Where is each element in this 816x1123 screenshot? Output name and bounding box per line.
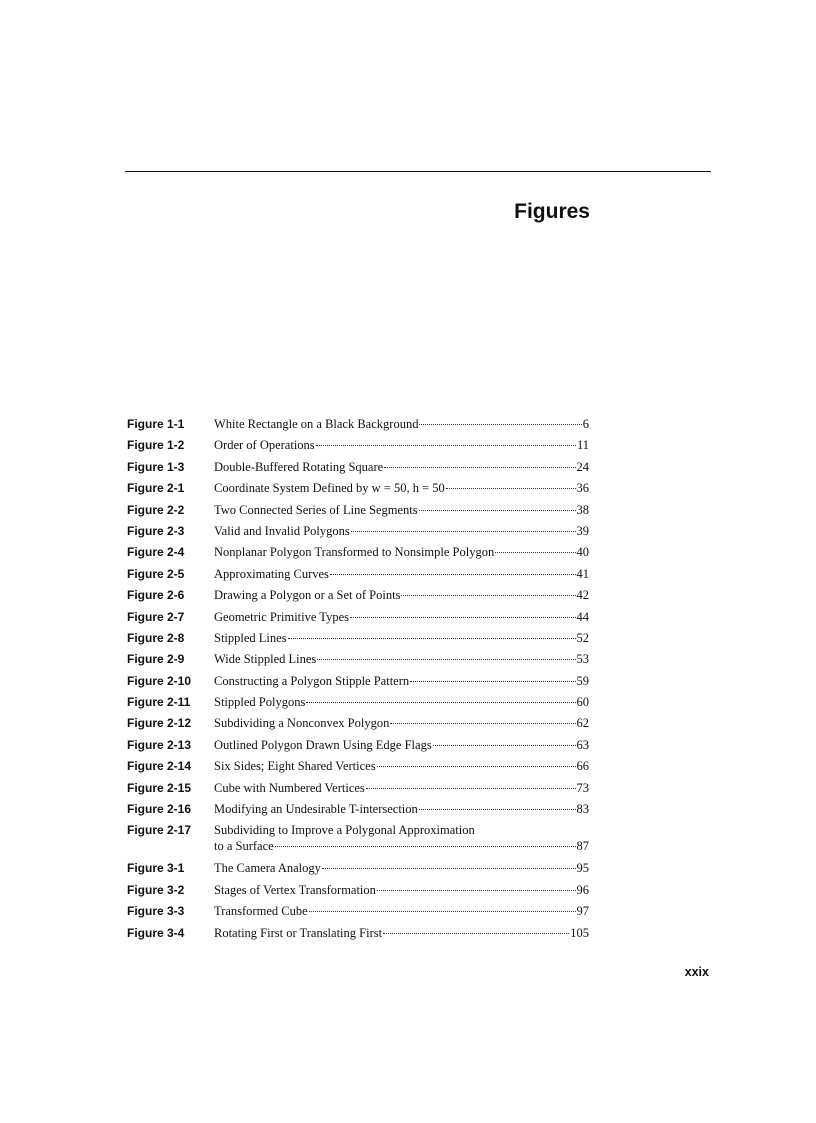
figure-leader-line <box>214 437 589 453</box>
dot-leader <box>384 467 575 468</box>
figure-title: Cube with Numbered Vertices <box>214 780 365 795</box>
figure-label: Figure 1-3 <box>127 459 185 474</box>
figure-leader-line <box>214 651 589 667</box>
figure-entry <box>214 737 589 753</box>
figure-title-line: Subdividing to Improve a Polygonal Approximation <box>214 823 475 838</box>
figure-leader-line <box>214 673 589 689</box>
figure-label: Figure 3-4 <box>127 925 185 940</box>
figure-label: Figure 1-2 <box>127 438 185 453</box>
list-item[interactable] <box>127 502 589 523</box>
figure-label: Figure 3-2 <box>127 882 185 897</box>
list-item[interactable] <box>127 822 589 860</box>
list-item[interactable] <box>127 630 589 651</box>
figure-page-number: 97 <box>576 904 589 919</box>
dot-leader <box>401 595 575 596</box>
figure-entry <box>214 903 589 919</box>
figure-page-number: 44 <box>576 609 589 624</box>
figure-title: Subdividing a Nonconvex Polygon <box>214 716 390 731</box>
list-item[interactable] <box>127 587 589 608</box>
figure-title: Stages of Vertex Transformation <box>214 882 376 897</box>
figure-leader-line <box>214 694 589 710</box>
list-item[interactable] <box>127 673 589 694</box>
list-item[interactable] <box>127 609 589 630</box>
figure-page-number: 60 <box>576 695 589 710</box>
figure-leader-line <box>214 737 589 753</box>
figure-label: Figure 2-11 <box>127 695 191 710</box>
figure-title: Coordinate System Defined by w = 50, h = 50 <box>214 481 445 496</box>
figure-page-number: 96 <box>576 882 589 897</box>
figure-title: Valid and Invalid Polygons <box>214 523 350 538</box>
figure-label: Figure 3-1 <box>127 861 185 876</box>
figure-label: Figure 2-16 <box>127 802 192 817</box>
figure-label: Figure 2-17 <box>127 823 192 838</box>
figure-page-number: 6 <box>582 417 589 431</box>
figure-leader-line <box>214 416 589 432</box>
figure-leader-line <box>214 630 589 646</box>
figure-page-number: 95 <box>576 861 589 876</box>
page-number: xxix <box>684 965 709 979</box>
figure-label: Figure 2-10 <box>127 673 192 688</box>
figure-label: Figure 2-8 <box>127 630 185 645</box>
figure-entry <box>214 416 589 432</box>
dot-leader <box>419 809 576 810</box>
list-item[interactable] <box>127 437 589 458</box>
list-item[interactable] <box>127 544 589 565</box>
dot-leader <box>377 890 576 891</box>
dot-leader <box>275 846 576 847</box>
list-item[interactable] <box>127 651 589 672</box>
dot-leader <box>446 488 576 489</box>
dot-leader <box>322 868 576 869</box>
figure-label: Figure 2-3 <box>127 523 185 538</box>
header-rule <box>125 171 711 172</box>
figure-label: Figure 2-6 <box>127 588 185 603</box>
list-item[interactable] <box>127 523 589 544</box>
figure-title: Two Connected Series of Line Segments <box>214 502 418 517</box>
list-item[interactable] <box>127 882 589 903</box>
figure-entry <box>214 822 589 854</box>
figure-label: Figure 2-15 <box>127 780 192 795</box>
dot-leader <box>366 788 576 789</box>
figure-page-number: 105 <box>570 925 589 940</box>
dot-leader <box>351 531 576 532</box>
figure-entry <box>214 502 589 518</box>
figure-label: Figure 2-12 <box>127 716 192 731</box>
dot-leader <box>288 638 576 639</box>
figure-label: Figure 2-2 <box>127 502 185 517</box>
figure-page-number: 59 <box>576 673 589 688</box>
figure-page-number: 87 <box>576 839 589 854</box>
figure-leader-line <box>214 609 589 625</box>
figure-label: Figure 2-4 <box>127 545 185 560</box>
figure-entry <box>214 459 589 475</box>
list-item[interactable] <box>127 758 589 779</box>
figure-leader-line <box>214 882 589 898</box>
figure-leader-line <box>214 925 589 941</box>
figures-list <box>127 416 589 946</box>
list-item[interactable] <box>127 780 589 801</box>
figure-leader-line <box>214 780 589 796</box>
figure-page-number: 40 <box>576 545 589 560</box>
figure-entry <box>214 544 589 560</box>
figure-entry <box>214 437 589 453</box>
figure-leader-line <box>214 566 589 582</box>
figure-title: Transformed Cube <box>214 904 308 919</box>
figure-entry <box>214 925 589 941</box>
figure-title: to a Surface <box>214 839 274 854</box>
figure-page-number: 42 <box>576 588 589 603</box>
figure-leader-line <box>214 587 589 603</box>
dot-leader <box>390 723 575 724</box>
figure-page-number: 38 <box>576 502 589 517</box>
figure-entry <box>214 673 589 689</box>
list-item[interactable] <box>127 566 589 587</box>
figure-title: Outlined Polygon Drawn Using Edge Flags <box>214 737 432 752</box>
figure-title: White Rectangle on a Black Background <box>214 417 419 431</box>
figure-title: Double-Buffered Rotating Square <box>214 459 384 474</box>
figure-page-number: 41 <box>576 566 589 581</box>
figure-title: Rotating First or Translating First <box>214 925 383 940</box>
figure-label: Figure 3-3 <box>127 904 185 919</box>
figure-title: Approximating Curves <box>214 566 329 581</box>
figure-entry <box>214 882 589 898</box>
figure-leader-line <box>214 715 589 731</box>
figure-title: The Camera Analogy <box>214 861 321 876</box>
list-item[interactable] <box>127 903 589 924</box>
figure-leader-line <box>214 860 589 876</box>
figure-page-number: 83 <box>576 802 589 817</box>
figure-page-number: 24 <box>576 459 589 474</box>
dot-leader <box>309 911 576 912</box>
figure-page-number: 36 <box>576 481 589 496</box>
dot-leader <box>317 659 575 660</box>
figure-entry <box>214 651 589 667</box>
dot-leader <box>433 745 576 746</box>
figure-leader-line <box>214 544 589 560</box>
list-item[interactable] <box>127 737 589 758</box>
figure-page-number: 11 <box>576 438 589 453</box>
figure-entry <box>214 715 589 731</box>
figure-leader-line <box>214 459 589 475</box>
figure-leader-line <box>214 838 589 854</box>
figure-page-number: 39 <box>576 523 589 538</box>
figure-entry <box>214 480 589 496</box>
figure-label: Figure 2-9 <box>127 652 185 667</box>
figure-entry <box>214 587 589 603</box>
figure-label: Figure 2-1 <box>127 481 185 496</box>
list-item[interactable] <box>127 416 589 437</box>
figure-entry <box>214 630 589 646</box>
figure-leader-line <box>214 801 589 817</box>
figure-page-number: 73 <box>576 780 589 795</box>
figure-entry <box>214 780 589 796</box>
figure-entry <box>214 523 589 539</box>
list-item[interactable] <box>127 459 589 480</box>
figure-label: Figure 2-13 <box>127 737 192 752</box>
figure-title: Modifying an Undesirable T-intersection <box>214 802 418 817</box>
dot-leader <box>306 702 575 703</box>
figure-leader-line <box>214 758 589 774</box>
list-item[interactable] <box>127 925 589 946</box>
list-item[interactable] <box>127 694 589 715</box>
figure-page-number: 53 <box>576 652 589 667</box>
figure-title: Constructing a Polygon Stipple Pattern <box>214 673 410 688</box>
dot-leader <box>495 552 575 553</box>
figure-leader-line <box>214 480 589 496</box>
list-item[interactable] <box>127 480 589 501</box>
figure-title: Nonplanar Polygon Transformed to Nonsimple Polygon <box>214 545 495 560</box>
figure-page-number: 66 <box>576 759 589 774</box>
figure-title: Stippled Polygons <box>214 695 306 710</box>
figure-label: Figure 2-14 <box>127 759 192 774</box>
figure-title: Wide Stippled Lines <box>214 652 317 667</box>
figure-entry <box>214 801 589 817</box>
figure-page-number: 63 <box>576 737 589 752</box>
figure-leader-line <box>214 502 589 518</box>
dot-leader <box>410 681 575 682</box>
dot-leader <box>377 766 576 767</box>
dot-leader <box>316 445 576 446</box>
figure-entry <box>214 609 589 625</box>
dot-leader <box>419 510 576 511</box>
figure-label: Figure 2-5 <box>127 566 185 581</box>
page-title: Figures <box>514 200 590 223</box>
figure-leader-line <box>214 903 589 919</box>
figure-entry <box>214 566 589 582</box>
figure-leader-line <box>214 523 589 539</box>
figure-entry <box>214 758 589 774</box>
figure-label: Figure 1-1 <box>127 417 185 431</box>
figure-label: Figure 2-7 <box>127 609 185 624</box>
figure-title: Drawing a Polygon or a Set of Points <box>214 588 401 603</box>
figure-title: Stippled Lines <box>214 630 287 645</box>
figure-title: Geometric Primitive Types <box>214 609 349 624</box>
figure-entry <box>214 694 589 710</box>
dot-leader <box>383 933 569 934</box>
dot-leader <box>350 617 576 618</box>
figure-page-number: 52 <box>576 630 589 645</box>
figure-title: Six Sides; Eight Shared Vertices <box>214 759 376 774</box>
figure-entry <box>214 860 589 876</box>
figure-page-number: 62 <box>576 716 589 731</box>
list-item[interactable] <box>127 801 589 822</box>
list-item[interactable] <box>127 860 589 881</box>
figure-title: Order of Operations <box>214 438 315 453</box>
dot-leader <box>330 574 576 575</box>
dot-leader <box>419 424 581 425</box>
list-item[interactable] <box>127 715 589 736</box>
